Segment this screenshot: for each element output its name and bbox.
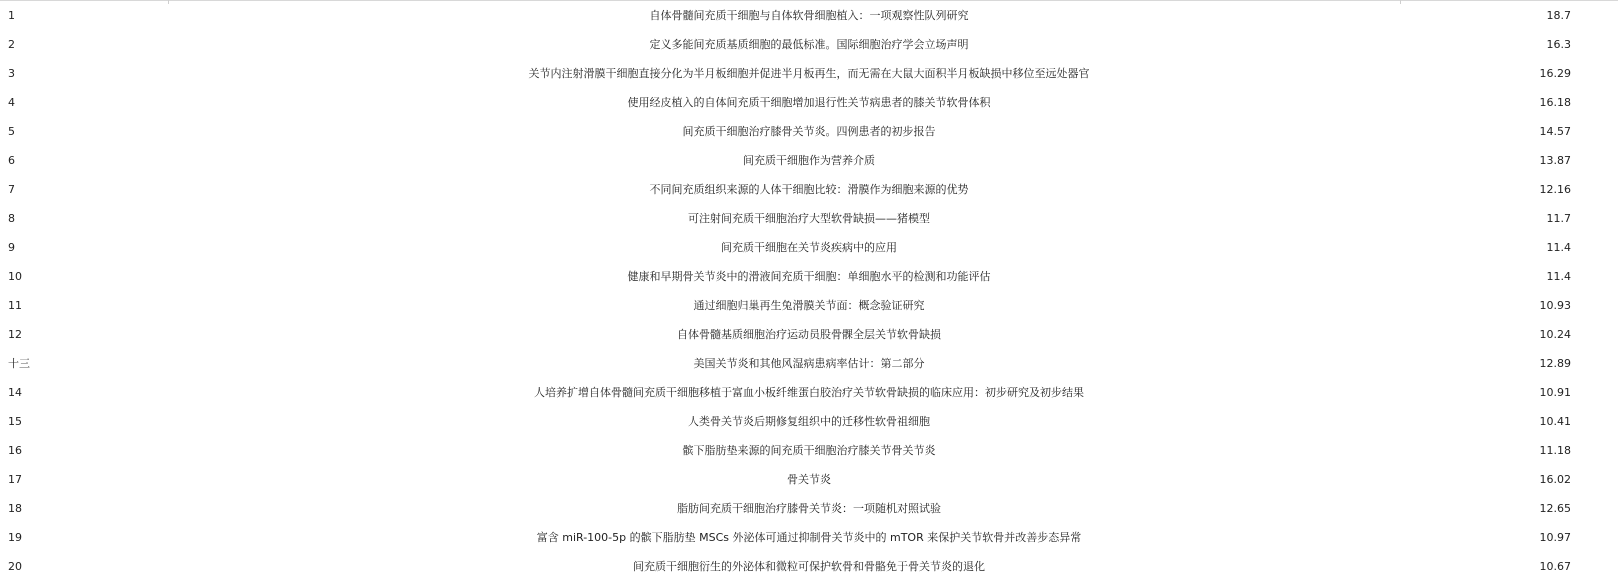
table-row (0, 436, 1618, 465)
row-title: 美国关节炎和其他风湿病患病率估计：第二部分 (693, 357, 925, 370)
table-row (0, 59, 1618, 88)
row-score: 11.18 (1539, 444, 1571, 457)
table-row (0, 233, 1618, 262)
table-row (0, 465, 1618, 494)
row-title: 间充质干细胞在关节炎疾病中的应用 (721, 241, 897, 254)
row-number: 3 (8, 67, 15, 80)
row-score: 16.02 (1539, 473, 1571, 486)
row-title: 不同间充质组织来源的人体干细胞比较：滑膜作为细胞来源的优势 (649, 183, 969, 196)
row-score: 11.4 (1546, 270, 1571, 283)
row-title: 人类骨关节炎后期修复组织中的迁移性软骨祖细胞 (688, 415, 930, 428)
row-title: 间充质干细胞作为营养介质 (743, 154, 875, 167)
row-score: 11.4 (1546, 241, 1571, 254)
table-row (0, 262, 1618, 291)
table-row (0, 88, 1618, 117)
table-row (0, 494, 1618, 523)
row-number: 9 (8, 241, 15, 254)
row-title: 使用经皮植入的自体间充质干细胞增加退行性关节病患者的膝关节软骨体积 (627, 96, 991, 109)
row-score: 10.67 (1539, 560, 1571, 573)
table-row (0, 117, 1618, 146)
row-title: 通过细胞归巢再生兔滑膜关节面：概念验证研究 (693, 299, 925, 312)
row-number: 1 (8, 9, 15, 22)
row-number: 4 (8, 96, 15, 109)
row-title: 间充质干细胞治疗膝骨关节炎。四例患者的初步报告 (682, 125, 936, 138)
table-row (0, 349, 1618, 378)
table-row (0, 378, 1618, 407)
results-table (0, 1, 1618, 581)
row-title: 健康和早期骨关节炎中的滑液间充质干细胞：单细胞水平的检测和功能评估 (627, 270, 991, 283)
table-row (0, 204, 1618, 233)
row-title: 骨关节炎 (787, 473, 831, 486)
row-number: 10 (8, 270, 22, 283)
row-score: 18.7 (1546, 9, 1571, 22)
row-number: 14 (8, 386, 22, 399)
table-row (0, 552, 1618, 581)
row-score: 14.57 (1539, 125, 1571, 138)
row-number: 5 (8, 125, 15, 138)
row-title: 自体骨髓基质细胞治疗运动员股骨髁全层关节软骨缺损 (677, 328, 941, 341)
row-title: 人培养扩增自体骨髓间充质干细胞移植于富血小板纤维蛋白胶治疗关节软骨缺损的临床应用：初步研究及初步结果 (534, 386, 1084, 399)
row-title: 髌下脂肪垫来源的间充质干细胞治疗膝关节骨关节炎 (682, 444, 936, 457)
row-number: 20 (8, 560, 22, 573)
table-row (0, 291, 1618, 320)
table-row (0, 320, 1618, 349)
row-number: 18 (8, 502, 22, 515)
row-number: 15 (8, 415, 22, 428)
row-score: 16.18 (1539, 96, 1571, 109)
row-score: 10.97 (1539, 531, 1571, 544)
table-row (0, 407, 1618, 436)
table-row (0, 1, 1618, 30)
row-number: 11 (8, 299, 22, 312)
row-title: 定义多能间充质基质细胞的最低标准。国际细胞治疗学会立场声明 (649, 38, 969, 51)
table-row (0, 146, 1618, 175)
row-title: 自体骨髓间充质干细胞与自体软骨细胞植入：一项观察性队列研究 (649, 9, 969, 22)
row-number: 十三 (8, 357, 30, 370)
row-number: 19 (8, 531, 22, 544)
row-score: 13.87 (1539, 154, 1571, 167)
row-score: 12.65 (1539, 502, 1571, 515)
row-score: 10.24 (1539, 328, 1571, 341)
row-number: 12 (8, 328, 22, 341)
row-title: 脂肪间充质干细胞治疗膝骨关节炎：一项随机对照试验 (677, 502, 941, 515)
row-title: 可注射间充质干细胞治疗大型软骨缺损——猪模型 (688, 212, 930, 225)
row-number: 6 (8, 154, 15, 167)
row-title: 富含 miR-100-5p 的髌下脂肪垫 MSCs 外泌体可通过抑制骨关节炎中的 mTOR 来保护关节软骨并改善步态异常 (536, 531, 1082, 544)
row-number: 8 (8, 212, 15, 225)
row-number: 2 (8, 38, 15, 51)
row-title: 间充质干细胞衍生的外泌体和微粒可保护软骨和骨骼免于骨关节炎的退化 (633, 560, 985, 573)
row-title: 关节内注射滑膜干细胞直接分化为半月板细胞并促进半月板再生，而无需在大鼠大面积半月板缺损中移位至远处器官 (528, 67, 1090, 80)
table-row (0, 175, 1618, 204)
row-number: 7 (8, 183, 15, 196)
row-score: 10.93 (1539, 299, 1571, 312)
row-score: 16.3 (1546, 38, 1571, 51)
row-number: 16 (8, 444, 22, 457)
row-score: 10.91 (1539, 386, 1571, 399)
row-number: 17 (8, 473, 22, 486)
row-score: 12.16 (1539, 183, 1571, 196)
row-score: 16.29 (1539, 67, 1571, 80)
row-score: 12.89 (1539, 357, 1571, 370)
table-row (0, 30, 1618, 59)
row-score: 10.41 (1539, 415, 1571, 428)
row-score: 11.7 (1546, 212, 1571, 225)
table-row (0, 523, 1618, 552)
